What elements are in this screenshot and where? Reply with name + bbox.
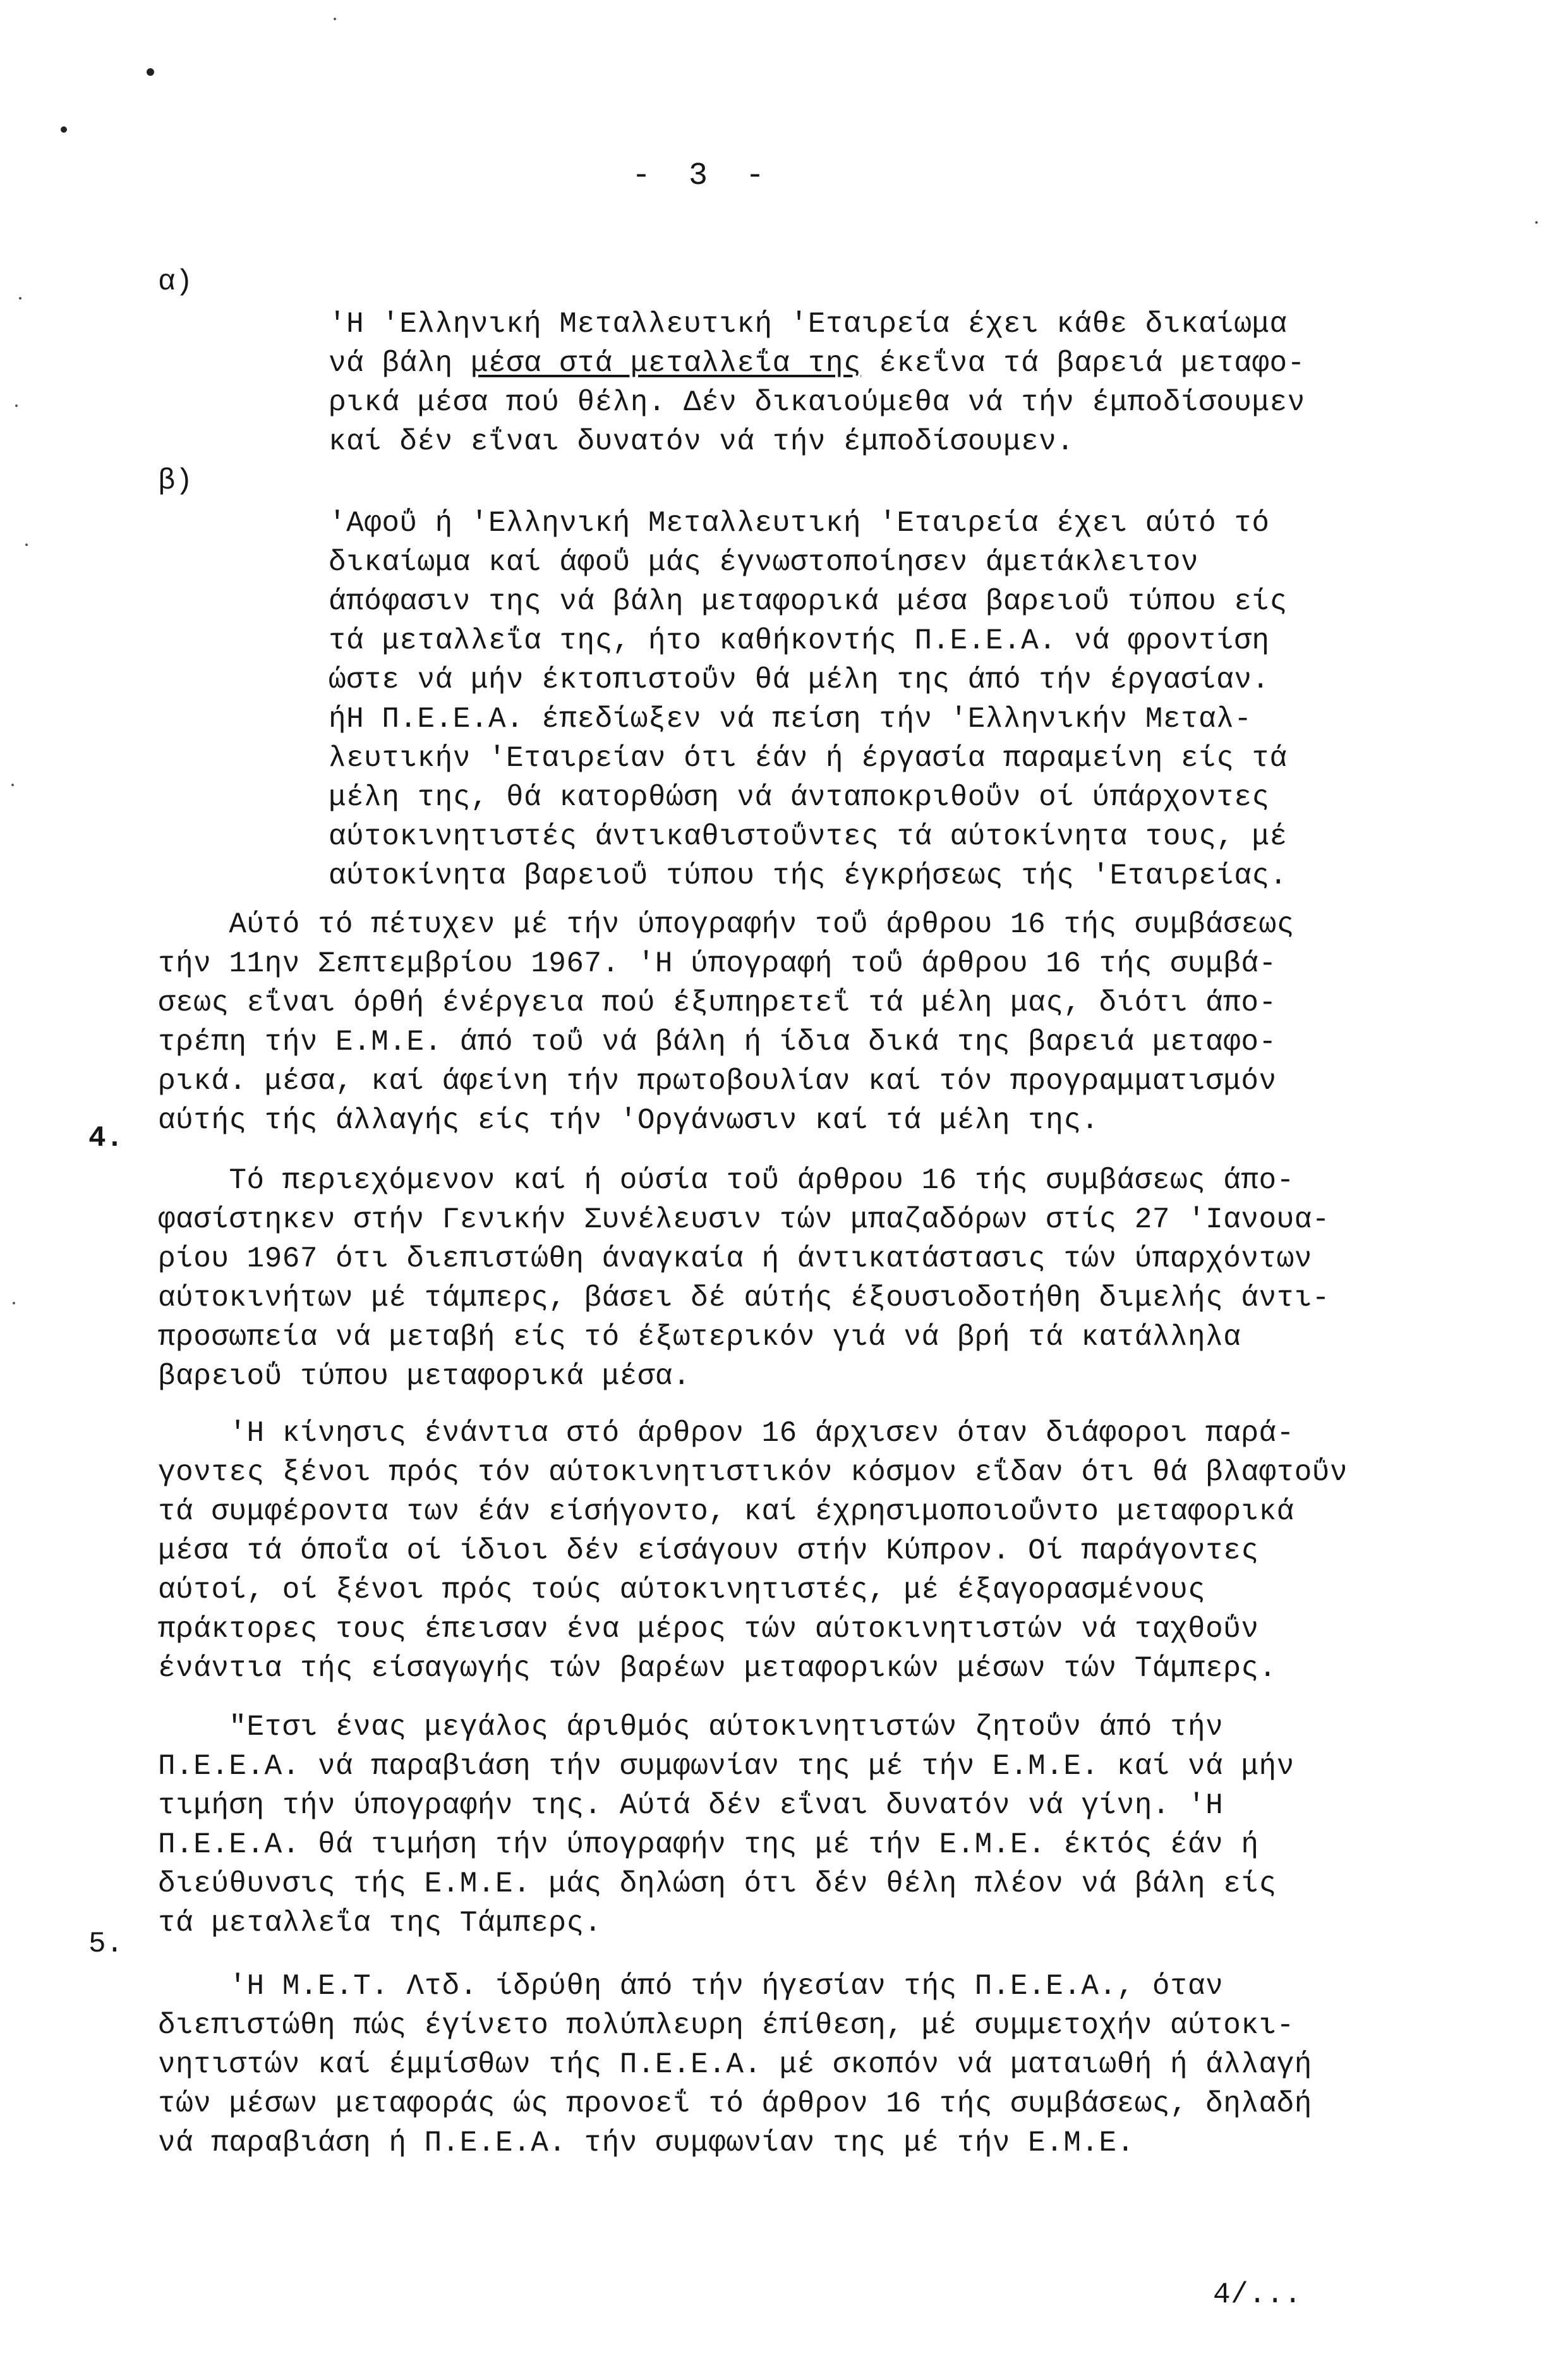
item-label-alpha: α)	[158, 265, 193, 298]
text-line: ένάντια τής είσαγωγής τών βαρέων μεταφορικών μέσων τών Τάμπερς.	[158, 1652, 1277, 1685]
text-line: ήΗ Π.Ε.Ε.Α. έπεδίωξεν νά πείση τήν 'Ελληνικήν Μεταλ-	[329, 703, 1252, 736]
scan-speck	[13, 1302, 15, 1304]
text-line: τρέπη τήν Ε.Μ.Ε. άπό τοΰ νά βάλη ή ίδια δικά της βαρειά μεταφο-	[158, 1026, 1277, 1059]
text-line: νά βάλη	[329, 347, 471, 380]
underlined-text: μέσα στά μεταλλεΐα της	[470, 347, 862, 380]
scan-speck	[25, 543, 28, 546]
text-line: ρίου 1967 ότι διεπιστώθη άναγκαία ή άντικατάστασις τών ύπαρχόντων	[158, 1242, 1312, 1275]
text-line: διεπιστώθη πώς έγίνετο πολύπλευρη έπίθεση, μέ συμμετοχήν αύτοκι-	[158, 2009, 1295, 2042]
text-line: Π.Ε.Ε.Α. νά παραβιάση τήν συμφωνίαν της μέ τήν Ε.Μ.Ε. καί νά μήν	[158, 1750, 1295, 1783]
item-number-4: 4.	[88, 1122, 124, 1155]
text-line: νητιστών καί έμμίσθων τής Π.Ε.Ε.Α. μέ σκοπόν νά ματαιωθή ή άλλαγή	[158, 2048, 1312, 2081]
text-line: προσωπεία νά μεταβή είς τό έξωτερικόν γιά νά βρή τά κατάλληλα	[158, 1321, 1241, 1354]
text-line: καί δέν εΐναι δυνατόν νά τήν έμποδίσουμεν.	[329, 425, 1075, 458]
text-line: μέλη της, θά κατορθώση νά άνταποκριθοΰν οί ύπάρχοντες	[329, 781, 1270, 814]
text-line: τά συμφέροντα των έάν είσήγοντο, καί έχρησιμοποιοΰντο μεταφορικά	[158, 1495, 1295, 1528]
text-line: μέσα τά όποΐα οί ίδιοι δέν είσάγουν στήν Κύπρον. Οί παράγοντες	[158, 1534, 1259, 1567]
text-line: ρικά μέσα πού θέλη. Δέν δικαιούμεθα νά τήν έμποδίσουμεν	[329, 386, 1305, 419]
text-line: αύτοκινητιστές άντικαθιστοΰντες τά αύτοκίνητα τους, μέ	[329, 820, 1288, 853]
text-line: τά μεταλλεΐα της, ήτο καθήκοντής Π.Ε.Ε.Α. νά φροντίση	[329, 624, 1270, 657]
text-line: αύτοί, οί ξένοι πρός τούς αύτοκινητιστές, μέ έξαγορασμένους	[158, 1574, 1206, 1606]
text-line: τήν 11ην Σεπτεμβρίου 1967. 'Η ύπογραφή τοΰ άρθρου 16 τής συμβά-	[158, 947, 1277, 980]
paragraph-beta	[329, 464, 1288, 896]
text-line: φασίστηκεν στήν Γενικήν Συνέλευσιν τών μπαζαδόρων στίς 27 'Ιανουα-	[158, 1203, 1330, 1236]
scan-speck	[1535, 221, 1538, 224]
paragraph-item-4	[158, 1122, 1330, 1396]
text-line: "Ετσι ένας μεγάλος άριθμός αύτοκινητιστών ζητοΰν άπό τήν	[158, 1711, 1224, 1744]
paragraph-item-5	[158, 1928, 1312, 2163]
text-line: 'Η κίνησις ένάντια στό άρθρον 16 άρχισεν όταν διάφοροι παρά-	[158, 1417, 1295, 1450]
scan-speck	[15, 404, 18, 407]
text-line: ρικά. μέσα, καί άφείνη τήν πρωτοβουλίαν καί τόν προγραμματισμόν	[158, 1065, 1277, 1098]
text-line: Αύτό τό πέτυχεν μέ τήν ύπογραφήν τοΰ άρθρου 16 τής συμβάσεως	[158, 908, 1295, 941]
text-line: αύτοκινήτων μέ τάμπερς, βάσει δέ αύτής έξουσιοδοτήθη διμελής άντι-	[158, 1282, 1330, 1314]
page-number: - 3 -	[632, 158, 765, 194]
text-line: βαρειοΰ τύπου μεταφορικά μέσα.	[158, 1360, 691, 1393]
text-line: αύτής τής άλλαγής είς τήν 'Οργάνωσιν καί τά μέλη της.	[158, 1104, 1099, 1137]
paragraph-signing	[158, 866, 1295, 1140]
scan-speck	[334, 18, 336, 20]
text-line: γοντες ξένοι πρός τόν αύτοκινητιστικόν κόσμον εΐδαν ότι θά βλαφτοΰν	[158, 1456, 1348, 1489]
paragraph-movement	[158, 1375, 1348, 1688]
text-line: αύτοκίνητα βαρειοΰ τύπου τής έγκρήσεως τής 'Εταιρείας.	[329, 859, 1288, 892]
text-line: διεύθυνσις τής Ε.Μ.Ε. μάς δηλώση ότι δέν θέλη πλέον νά βάλη είς	[158, 1867, 1277, 1900]
item-number-5: 5.	[88, 1928, 124, 1960]
text-line: λευτικήν 'Εταιρείαν ότι έάν ή έργασία παραμείνη είς τά	[329, 742, 1288, 775]
text-line: νά παραβιάση ή Π.Ε.Ε.Α. τήν συμφωνίαν της μέ τήν Ε.Μ.Ε.	[158, 2127, 1135, 2159]
scan-speck	[11, 784, 14, 786]
scan-mark	[61, 126, 67, 133]
text-line: ώστε νά μήν έκτοπιστοΰν θά μέλη της άπό τήν έργασίαν.	[329, 664, 1270, 696]
text-line: 'Η Μ.Ε.Τ. Λτδ. ίδρύθη άπό τήν ήγεσίαν τής Π.Ε.Ε.Α., όταν	[158, 1970, 1224, 2003]
text-line: τά μεταλλεΐα της Τάμπερς.	[158, 1907, 602, 1940]
text-line: τών μέσων μεταφοράς ώς προνοεΐ τό άρθρον 16 τής συμβάσεως, δηλαδή	[158, 2087, 1312, 2120]
text-line: πράκτορες τους έπεισαν ένα μέρος τών αύτοκινητιστών νά ταχθοΰν	[158, 1613, 1259, 1646]
text-line: 'Η 'Ελληνική Μεταλλευτική 'Εταιρεία έχει κάθε δικαίωμα	[329, 308, 1288, 341]
text-line: έκεΐνα τά βαρειά μεταφο-	[861, 347, 1305, 380]
continuation-marker: 4/...	[1213, 2278, 1302, 2311]
paragraph-drivers	[158, 1668, 1295, 1943]
text-line: άπόφασιν της νά βάλη μεταφορικά μέσα βαρειοΰ τύπου είς	[329, 585, 1288, 618]
item-label-beta: β)	[158, 464, 193, 497]
text-line: δικαίωμα καί άφοΰ μάς έγνωστοποίησεν άμετάκλειτον	[329, 546, 1199, 579]
scan-mark	[147, 68, 154, 76]
text-line: 'Αφοΰ ή 'Ελληνική Μεταλλευτική 'Εταιρεία έχει αύτό τό	[329, 507, 1270, 540]
text-line: τιμήση τήν ύπογραφήν της. Αύτά δέν εΐναι δυνατόν νά γίνη. 'Η	[158, 1789, 1224, 1822]
text-line: Τό περιεχόμενον καί ή ούσία τοΰ άρθρου 16 τής συμβάσεως άπο-	[158, 1164, 1295, 1197]
text-line: Π.Ε.Ε.Α. θά τιμήση τήν ύπογραφήν της μέ τήν Ε.Μ.Ε. έκτός έάν ή	[158, 1828, 1259, 1861]
text-line: σεως εΐναι όρθή ένέργεια πού έξυπηρετεΐ τά μέλη μας, διότι άπο-	[158, 987, 1277, 1019]
scan-speck	[19, 297, 21, 300]
paragraph-alpha	[329, 265, 1305, 461]
